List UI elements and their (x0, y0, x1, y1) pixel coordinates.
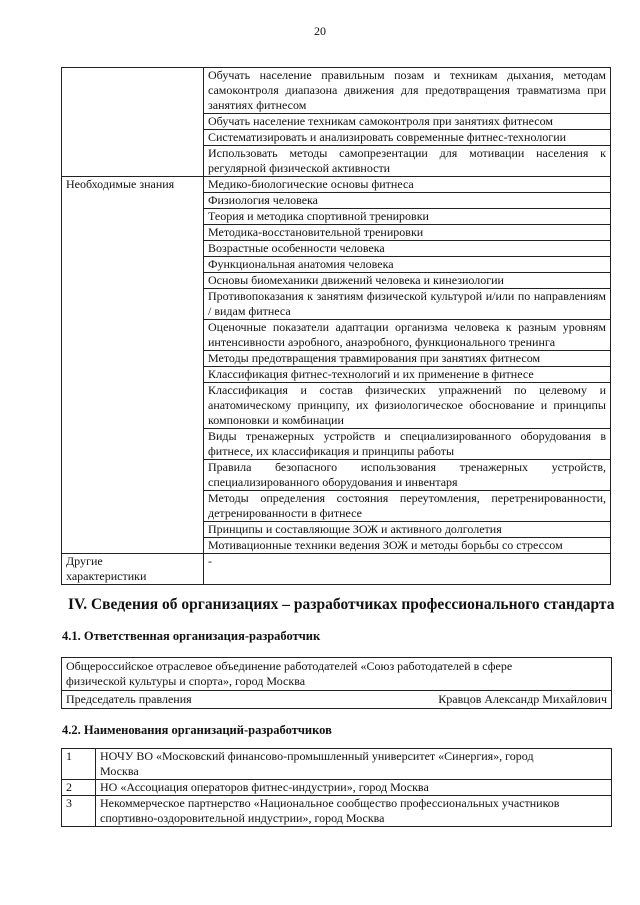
row-number: 3 (62, 796, 96, 827)
empty-label-cell (62, 68, 204, 177)
table-row (62, 554, 611, 585)
knowledge-cell: Методика-восстановительной тренировки (204, 225, 611, 241)
org-name-line: Общероссийское отраслевое объединение работодателей «Союз работодателей в сфере (66, 659, 513, 673)
knowledge-cell: Медико-биологические основы фитнеса (204, 177, 611, 193)
knowledge-cell: Основы биомеханики движений человека и кинезиологии (204, 273, 611, 289)
row-number: 1 (62, 749, 96, 780)
table-row (62, 780, 612, 796)
developer-line: НОЧУ ВО «Московский финансово-промышленный университет «Синергия», город (100, 749, 534, 763)
skill-cell: Обучать население правильным позам и техникам дыхания, методам самоконтроля диапазона движения для предотвращения травматизма при занятиях фитнесом (204, 68, 611, 114)
knowledge-cell: Физиология человека (204, 193, 611, 209)
other-characteristics-value: - (204, 554, 611, 585)
table-row (62, 177, 611, 193)
table-row (62, 796, 612, 827)
skill-cell: Систематизировать и анализировать современные фитнес-технологии (204, 130, 611, 146)
chair-role: Председатель правления (66, 692, 192, 706)
knowledge-cell: Классификация и состав физических упражнений по целевому и анатомическому принципу, их физиологическое обоснование и принципы компоновки и комбинации (204, 383, 611, 429)
chair-person: Кравцов Александр Михайлович (438, 692, 607, 706)
knowledge-cell: Возрастные особенности человека (204, 241, 611, 257)
chair-cell (62, 691, 612, 709)
skills-table (61, 67, 611, 585)
developer-line: спортивно-оздоровительной индустрии», город Москва (100, 811, 385, 825)
knowledge-cell: Виды тренажерных устройств и специализированного оборудования в фитнесе, их классификация и принципы работы (204, 429, 611, 460)
knowledge-cell: Классификация фитнес-технологий и их применение в фитнесе (204, 367, 611, 383)
knowledge-cell: Теория и методика спортивной тренировки (204, 209, 611, 225)
other-characteristics-label (62, 554, 204, 585)
knowledge-cell: Мотивационные техники ведения ЗОЖ и методы борьбы со стрессом (204, 538, 611, 554)
knowledge-cell: Правила безопасного использования тренажерных устройств, специализированного оборудования и инвентаря (204, 460, 611, 491)
org-name-cell (62, 658, 612, 691)
other-label-line: Другие (66, 554, 103, 568)
developer-line: НО «Ассоциация операторов фитнес-индустрии», город Москва (100, 780, 429, 794)
developer-name (96, 796, 612, 827)
skill-cell: Обучать население техникам самоконтроля при занятиях фитнесом (204, 114, 611, 130)
responsible-heading: 4.1. Ответственная организация-разработчик (62, 629, 321, 643)
knowledge-cell: Оценочные показатели адаптации организма человека к разным уровням интенсивности аэробного, анаэробного, функционального тренинга (204, 320, 611, 351)
developers-heading: 4.2. Наименования организаций-разработчиков (62, 723, 332, 737)
knowledge-label: Необходимые знания (62, 177, 204, 554)
knowledge-cell: Методы предотвращения травмирования при занятиях фитнесом (204, 351, 611, 367)
skill-cell: Использовать методы самопрезентации для мотивации населения к регулярной физической активности (204, 146, 611, 177)
developer-line: Некоммерческое партнерство «Национальное сообщество профессиональных участников (100, 796, 560, 810)
knowledge-cell: Функциональная анатомия человека (204, 257, 611, 273)
table-row (62, 749, 612, 780)
row-number: 2 (62, 780, 96, 796)
developer-line: Москва (100, 764, 139, 778)
developers-table (61, 748, 612, 827)
table-row (62, 68, 611, 114)
developer-name (96, 780, 612, 796)
responsible-org-table (61, 657, 612, 709)
page-number: 20 (314, 24, 326, 38)
knowledge-cell: Принципы и составляющие ЗОЖ и активного долголетия (204, 522, 611, 538)
developer-name (96, 749, 612, 780)
org-name-line: физической культуры и спорта», город Москва (66, 674, 306, 688)
other-label-line: характеристики (66, 569, 147, 583)
knowledge-cell: Методы определения состояния переутомления, перетренированности, детренированности в фитнесе (204, 491, 611, 522)
table-row (62, 691, 612, 709)
table-row (62, 658, 612, 691)
knowledge-cell: Противопоказания к занятиям физической культурой и/или по направлениям / видам фитнеса (204, 289, 611, 320)
section-heading: IV. Сведения об организациях – разработчиках профессионального стандарта (68, 596, 615, 613)
